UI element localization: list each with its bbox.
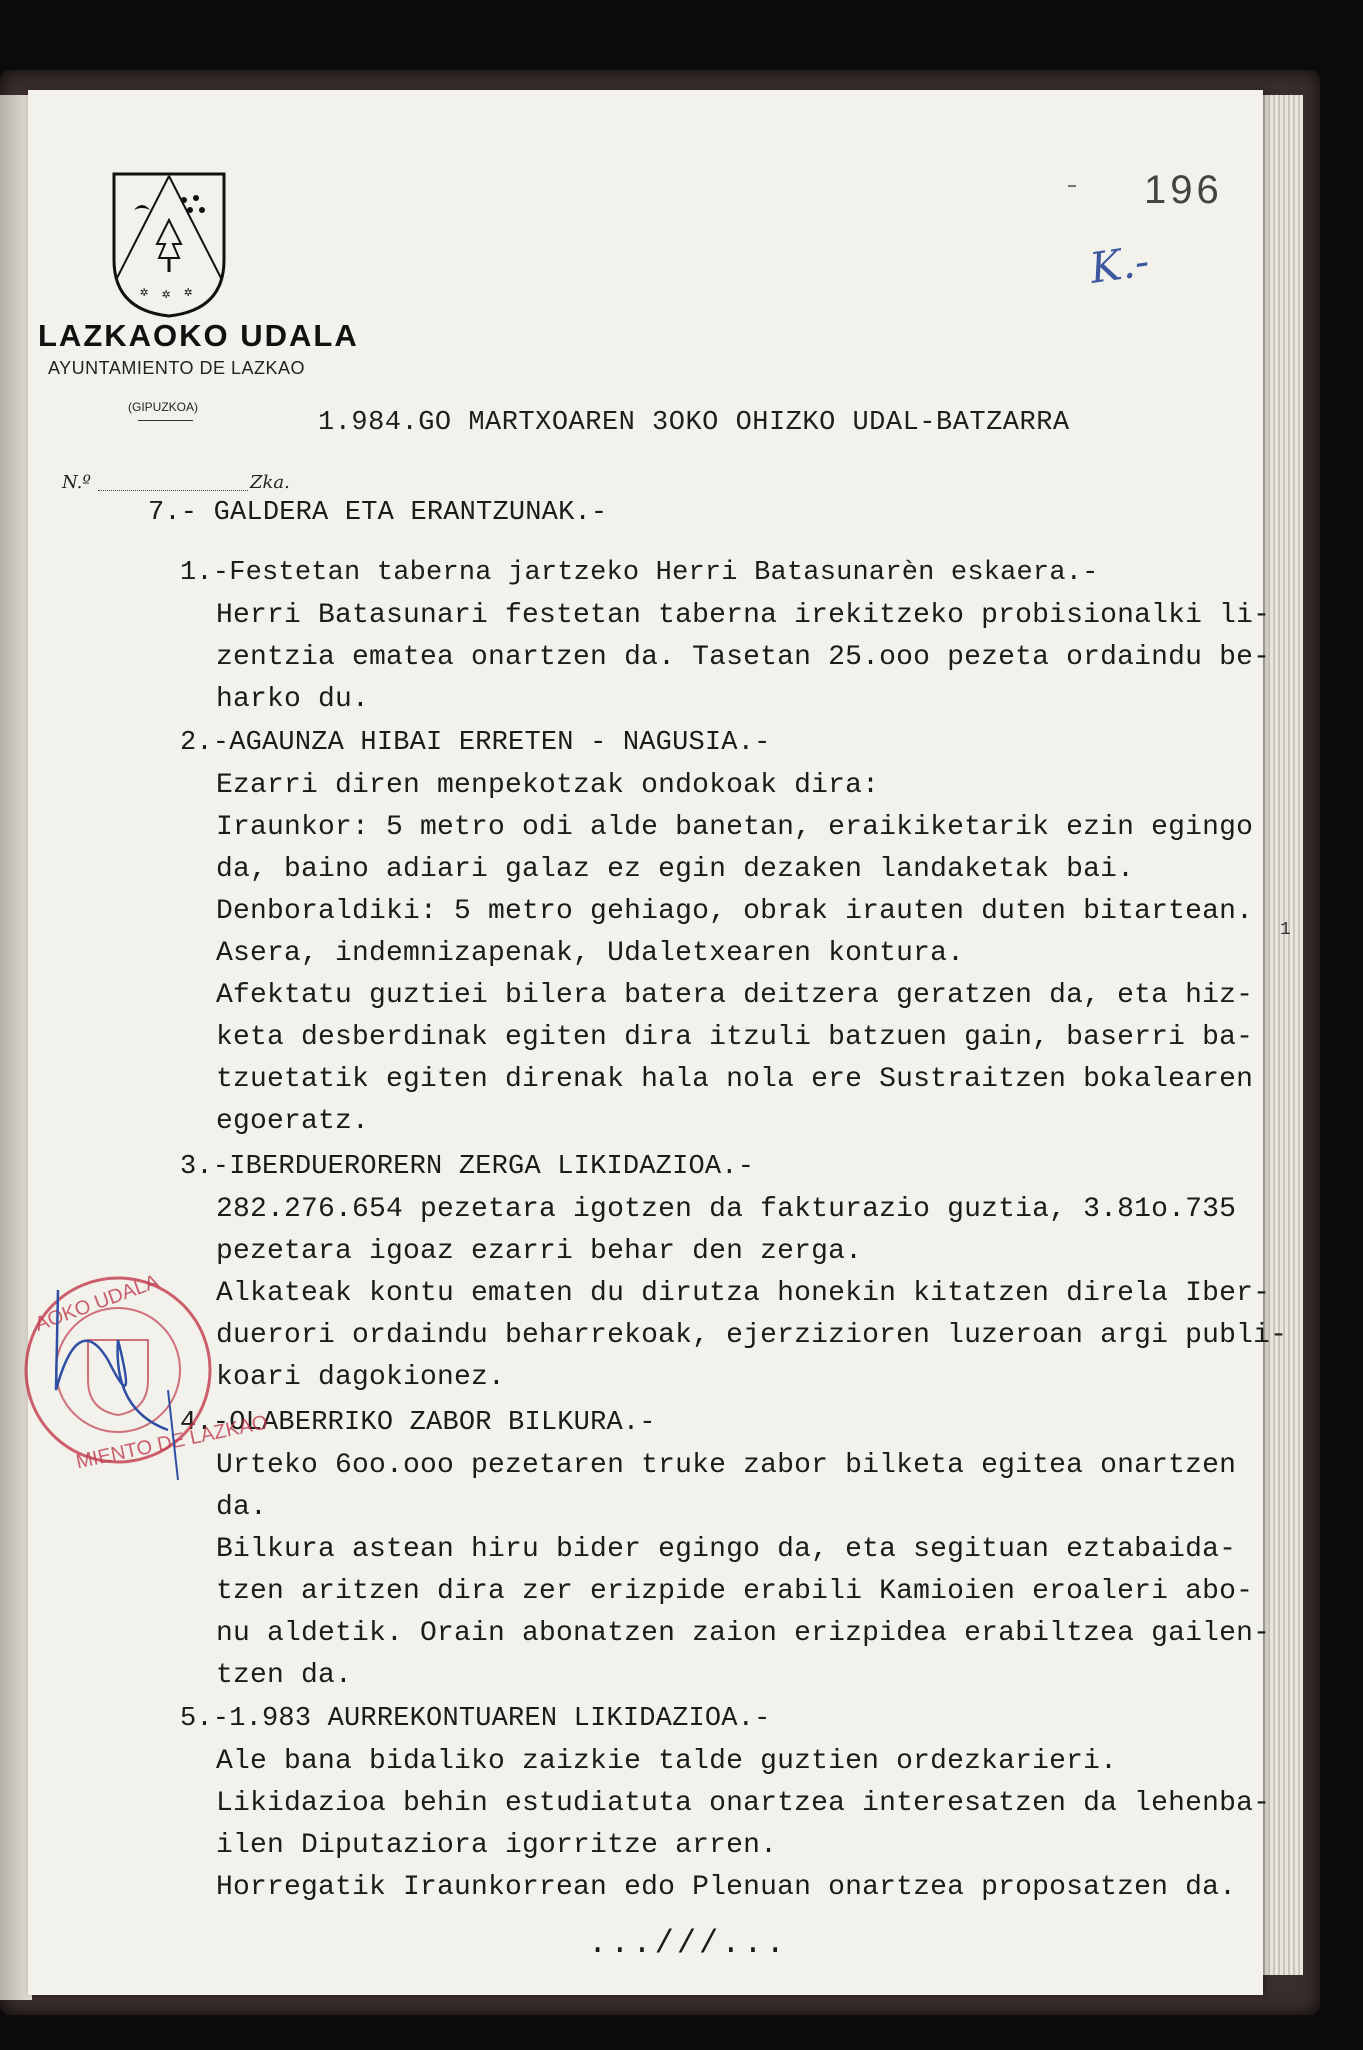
item-line: ilen Diputaziora igorritze arren. [216, 1830, 778, 1861]
item-line: Iraunkor: 5 metro odi alde banetan, eraikiketarik ezin egingo [216, 812, 1254, 843]
coat-of-arms-icon [110, 170, 228, 320]
svg-text:AOKO UDALA: AOKO UDALA [32, 1270, 162, 1336]
svg-text:✲: ✲ [162, 287, 171, 303]
reference-dotted-line [98, 490, 248, 491]
item-heading: 3.-IBERDUERORERN ZERGA LIKIDAZIOA.- [180, 1152, 755, 1182]
item-line: tzen da. [216, 1660, 353, 1691]
reference-zka-label: Zka. [250, 472, 290, 493]
item-line: duerori ordaindu beharrekoak, ejerzizioren luzeroan argi publi- [216, 1320, 1288, 1351]
handwritten-initials: K.- [1086, 236, 1153, 293]
continuation-mark: ...///... [588, 1925, 788, 1962]
reference-number-label: N.º [62, 472, 91, 493]
svg-text:✲: ✲ [140, 285, 149, 301]
item-line: tzuetatik egiten direnak hala nola ere Sustraitzen bokalearen [216, 1064, 1254, 1095]
item-line: Herri Batasunari festetan taberna irekitzeko probisionalki li- [216, 600, 1271, 631]
item-heading: 5.-1.983 AURREKONTUAREN LIKIDAZIOA.- [180, 1704, 771, 1734]
item-line: 282.276.654 pezetara igotzen da fakturazio guztia, 3.81o.735 [216, 1194, 1237, 1225]
item-line: keta desberdinak egiten dira itzuli batzuen gain, baserri ba- [216, 1022, 1254, 1053]
item-line: koari dagokionez. [216, 1362, 506, 1393]
item-line: Afektatu guztiei bilera batera deitzera geratzen da, eta hiz- [216, 980, 1254, 1011]
item-line: Alkateak kontu ematen du dirutza honekin kitatzen direla Iber- [216, 1278, 1271, 1309]
item-heading: 1.-Festetan taberna jartzeko Herri Batasunarèn eskaera.- [180, 558, 1099, 588]
divider [138, 420, 193, 421]
svg-text:✲: ✲ [184, 285, 193, 301]
item-line: zentzia ematea onartzen da. Tasetan 25.ooo pezeta ordaindu be- [216, 642, 1271, 673]
official-stamp [18, 1270, 270, 1474]
section-title: 7.- GALDERA ETA ERANTZUNAK.- [148, 498, 608, 528]
item-line: da. [216, 1492, 268, 1523]
item-line: Ezarri diren menpekotzak ondokoak dira: [216, 770, 880, 801]
minutes-title: 1.984.GO MARTXOAREN 3OKO OHIZKO UDAL-BATZARRA [318, 408, 1070, 438]
item-line: Denboraldiki: 5 metro gehiago, obrak irauten duten bitartean. [216, 896, 1254, 927]
item-line: Likidazioa behin estudiatuta onartzea interesatzen da lehenba- [216, 1788, 1271, 1819]
item-line: Bilkura astean hiru bider egingo da, eta segituan eztabaida- [216, 1534, 1237, 1565]
item-line: nu aldetik. Orain abonatzen zaion erizpidea erabiltzea gailen- [216, 1618, 1271, 1649]
page-number: 196 [1144, 168, 1223, 212]
item-line: pezetara igoaz ezarri behar den zerga. [216, 1236, 863, 1267]
organization-name: LAZKAOKO UDALA [38, 318, 359, 353]
item-heading: 4.-OLABERRIKO ZABOR BILKURA.- [180, 1408, 656, 1438]
item-line: Urteko 6oo.ooo pezetaren truke zabor bilketa egitea onartzen [216, 1450, 1237, 1481]
margin-mark: 1 [1280, 920, 1291, 940]
svg-text:MIENTO DE LAZKAO: MIENTO DE LAZKAO [74, 1411, 270, 1474]
item-line: Horregatik Iraunkorrean edo Plenuan onartzea proposatzen da. [216, 1872, 1237, 1903]
item-heading: 2.-AGAUNZA HIBAI ERRETEN - NAGUSIA.- [180, 728, 771, 758]
document-page [28, 90, 1291, 1995]
item-line: egoeratz. [216, 1106, 370, 1137]
item-line: tzen aritzen dira zer erizpide erabili Kamioien eroaleri abo- [216, 1576, 1254, 1607]
organization-subtitle: AYUNTAMIENTO DE LAZKAO [48, 358, 306, 378]
item-line: da, baino adiari galaz ez egin dezaken landaketak bai. [216, 854, 1135, 885]
item-line: Asera, indemnizapenak, Udaletxearen kontura. [216, 938, 965, 969]
item-line: harko du. [216, 684, 370, 715]
item-line: Ale bana bidaliko zaizkie talde guztien ordezkarieri. [216, 1746, 1118, 1777]
organization-province: (GIPUZKOA) [128, 400, 199, 414]
pencil-mark [1068, 185, 1076, 187]
